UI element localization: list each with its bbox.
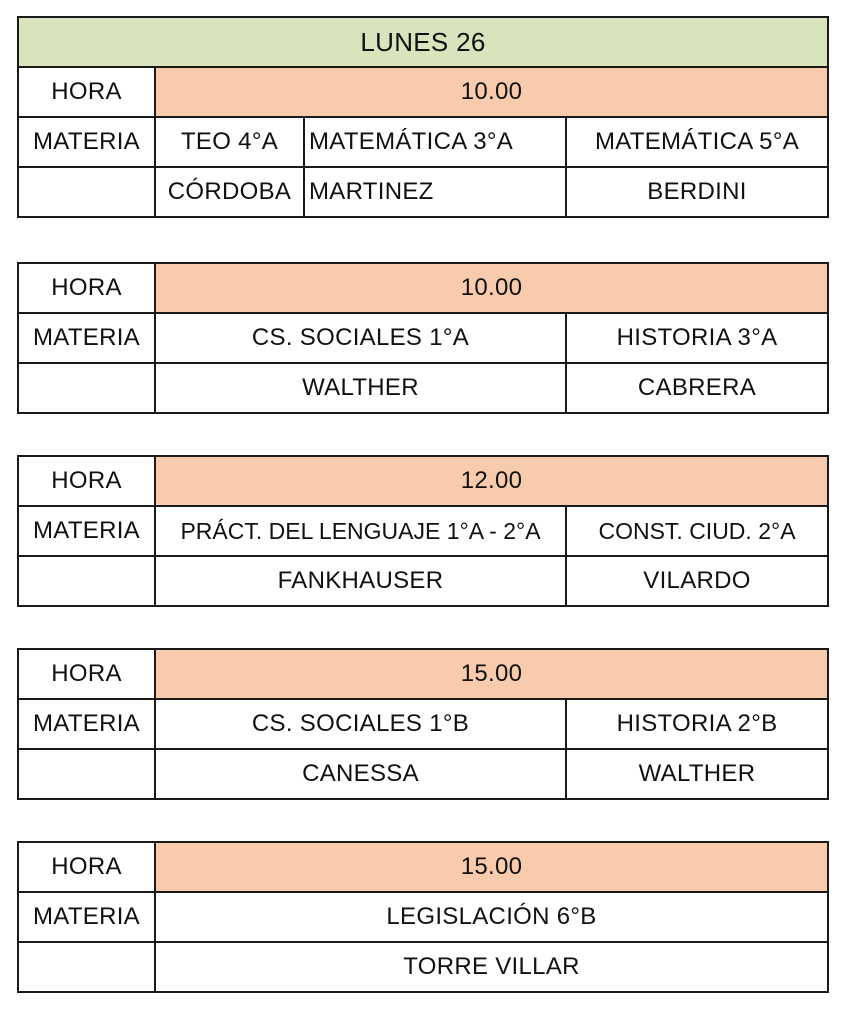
hora-value: 12.00 — [155, 456, 828, 506]
empty-cell — [18, 942, 155, 992]
profesor-cell: MARTINEZ — [304, 167, 566, 217]
materia-cell: CONST. CIUD. 2°A — [566, 506, 828, 556]
schedule-block-2 — [17, 262, 829, 414]
empty-cell — [18, 749, 155, 799]
title-row — [18, 17, 828, 67]
hora-label: HORA — [18, 842, 155, 892]
profesor-cell: TORRE VILLAR — [155, 942, 828, 992]
schedule-block-3 — [17, 455, 829, 607]
hora-label: HORA — [18, 263, 155, 313]
materia-label: MATERIA — [18, 506, 155, 556]
materia-cell: CS. SOCIALES 1°B — [155, 699, 566, 749]
hora-label: HORA — [18, 649, 155, 699]
profesor-cell: BERDINI — [566, 167, 828, 217]
materia-cell: CS. SOCIALES 1°A — [155, 313, 566, 363]
hora-row — [18, 67, 828, 117]
schedule-block-5 — [17, 841, 829, 993]
materia-label: MATERIA — [18, 313, 155, 363]
materia-cell: MATEMÁTICA 3°A — [304, 117, 566, 167]
materia-row — [18, 699, 828, 749]
profesor-cell: WALTHER — [566, 749, 828, 799]
profesor-cell: CANESSA — [155, 749, 566, 799]
hora-value: 15.00 — [155, 649, 828, 699]
hora-value: 10.00 — [155, 263, 828, 313]
materia-cell: HISTORIA 3°A — [566, 313, 828, 363]
hora-label: HORA — [18, 456, 155, 506]
profesor-row — [18, 942, 828, 992]
profesor-cell: FANKHAUSER — [155, 556, 566, 606]
materia-row — [18, 892, 828, 942]
profesor-cell: CABRERA — [566, 363, 828, 413]
profesor-cell: VILARDO — [566, 556, 828, 606]
hora-row — [18, 263, 828, 313]
hora-label: HORA — [18, 67, 155, 117]
materia-row — [18, 313, 828, 363]
materia-label: MATERIA — [18, 117, 155, 167]
profesor-cell: CÓRDOBA — [155, 167, 304, 217]
materia-cell: MATEMÁTICA 5°A — [566, 117, 828, 167]
empty-cell — [18, 556, 155, 606]
profesor-row — [18, 363, 828, 413]
profesor-row — [18, 556, 828, 606]
schedule-block-1 — [17, 16, 829, 218]
hora-row — [18, 842, 828, 892]
materia-row — [18, 506, 828, 556]
materia-cell: PRÁCT. DEL LENGUAJE 1°A - 2°A — [155, 506, 566, 556]
empty-cell — [18, 167, 155, 217]
empty-cell — [18, 363, 155, 413]
profesor-cell: WALTHER — [155, 363, 566, 413]
materia-cell: HISTORIA 2°B — [566, 699, 828, 749]
hora-value: 10.00 — [155, 67, 828, 117]
materia-cell: LEGISLACIÓN 6°B — [155, 892, 828, 942]
materia-label: MATERIA — [18, 699, 155, 749]
profesor-row — [18, 167, 828, 217]
materia-label: MATERIA — [18, 892, 155, 942]
hora-row — [18, 649, 828, 699]
hora-value: 15.00 — [155, 842, 828, 892]
hora-row — [18, 456, 828, 506]
day-title: LUNES 26 — [18, 17, 828, 67]
profesor-row — [18, 749, 828, 799]
materia-row — [18, 117, 828, 167]
schedule-block-4 — [17, 648, 829, 800]
materia-cell: TEO 4°A — [155, 117, 304, 167]
